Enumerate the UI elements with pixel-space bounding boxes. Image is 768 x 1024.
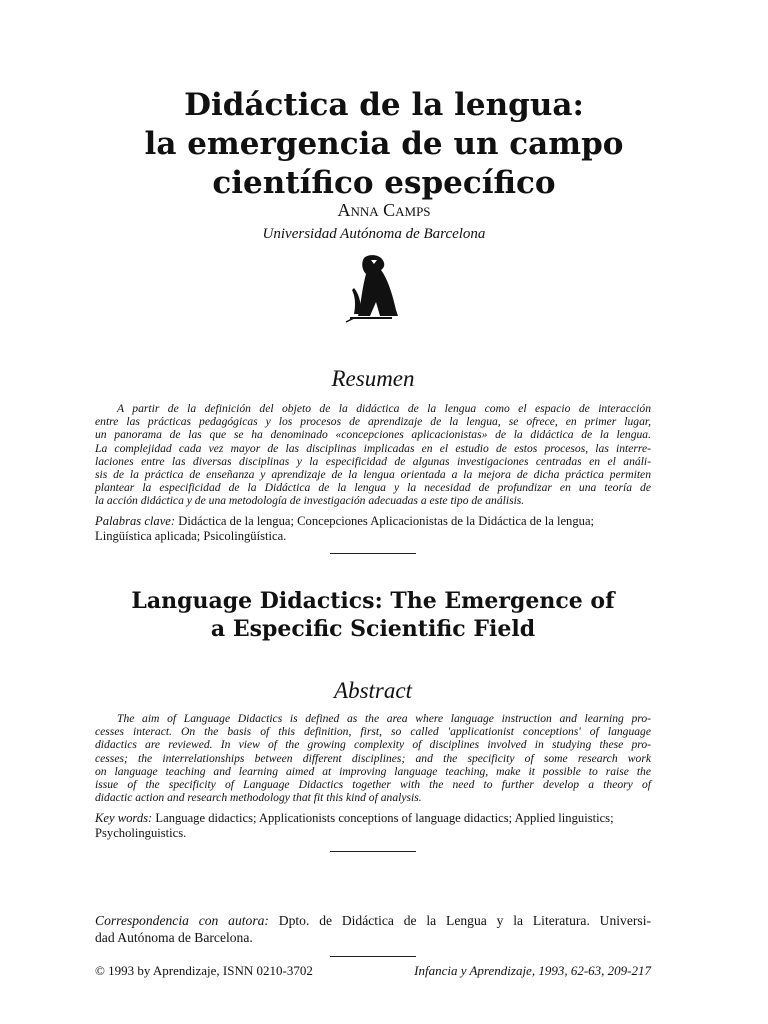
resumen-line: sis de la práctica de enseñanza y aprendizaje de la lengua orientada a la mejora de dicha práctica permiten [95, 468, 651, 482]
title-line-1: Didáctica de la lengua: [184, 87, 584, 123]
page-footer [95, 963, 651, 979]
resumen-heading: Resumen [331, 366, 415, 391]
copyright-notice: © 1993 by Aprendizaje, ISNN 0210-3702 [95, 963, 313, 978]
abstract-keywords [95, 811, 651, 841]
journal-name: Infancia y Aprendizaje, [414, 963, 536, 978]
abstract-line: didactic action and research methodology that fit this kind of analysis. [95, 791, 422, 805]
correspondence-label: Correspondencia con autora: [95, 913, 269, 928]
footer-divider [330, 956, 416, 957]
keywords-label: Palabras clave: [95, 514, 176, 528]
journal-issue: 1993, 62-63, 209-217 [538, 963, 651, 978]
abstract-line: cesses; the interrelationships between different disciplines; and the specificity of some research work [95, 751, 651, 765]
english-title-line-1: Language Didactics: The Emergence of [131, 588, 615, 614]
abstract-line: cesses interact. On the basis of this definition, first, so called 'applicationist conceptions' of language [95, 725, 651, 739]
author-affiliation: Universidad Autónoma de Barcelona [262, 226, 486, 242]
english-title-line-2: a Especific Scientific Field [210, 616, 536, 642]
english-title [0, 587, 746, 643]
resumen-line: un panorama de las que se ha denominado «concepciones aplicacionistas» de la didáctica de la lengua. [95, 428, 651, 442]
title-line-3: científico específico [212, 165, 556, 201]
resumen-line: la acción didáctica y de una metodología de investigación adecuadas a este tipo de análisis. [95, 494, 525, 508]
section-divider [330, 553, 416, 554]
correspondence-note [95, 912, 651, 946]
abstract-body [95, 712, 651, 804]
resumen-keywords [95, 514, 651, 544]
abstract-line: didactics are reviewed. In view of the growing complexity of disciplines involved in studying these pro- [95, 738, 651, 752]
abstract-line: on language teaching and learning aimed at improving language teaching, make it possible to raise the [95, 764, 651, 778]
correspondence-text: Dpto. de Didáctica de la Lengua y la Literatura. Universi- [278, 913, 652, 928]
resumen-body [95, 402, 651, 508]
author-name: Anna Camps [337, 200, 431, 220]
keywords-text: Didáctica de la lengua; Concepciones Aplicacionistas de la Didáctica de la lengua; [178, 514, 595, 528]
keywords-text-cont: Lingüística aplicada; Psicolingüística. [95, 529, 287, 543]
keywords-text: Language didactics; Applicationists conceptions of language didactics; Applied linguistics; [155, 811, 614, 825]
resumen-line: laciones entre las diversas disciplinas y la especificidad de algunas investigaciones centradas en el análi- [95, 454, 651, 468]
resumen-line: entre las prácticas pedagógicas y los procesos de aprendizaje de la lengua, se ofrece, en primer lugar, [95, 415, 651, 429]
resumen-line: A partir de la definición del objeto de la didáctica de la lengua como el espacio de interacción [117, 402, 651, 415]
keywords-label: Key words: [95, 811, 153, 825]
abstract-heading: Abstract [334, 678, 412, 703]
paper-title [0, 86, 768, 203]
title-line-2: la emergencia de un campo [144, 126, 624, 162]
resumen-line: plantear la especificidad de la Didáctica de la lengua y la necesidad de profundizar en una teoría de [95, 481, 651, 495]
resumen-line: La complejidad cada vez mayor de las disciplinas implicadas en el estudio de estos procesos, las interre- [95, 441, 651, 455]
abstract-line: The aim of Language Didactics is defined as the area where language instruction and learning pro- [117, 712, 651, 725]
keywords-text-cont: Psycholinguistics. [95, 826, 187, 840]
abstract-line: issue of the specificity of Language Didactics together with the need to further develop a theory of [95, 778, 651, 792]
publisher-emblem-icon [340, 252, 404, 324]
correspondence-text-cont: dad Autónoma de Barcelona. [95, 930, 253, 945]
section-divider [330, 851, 416, 852]
